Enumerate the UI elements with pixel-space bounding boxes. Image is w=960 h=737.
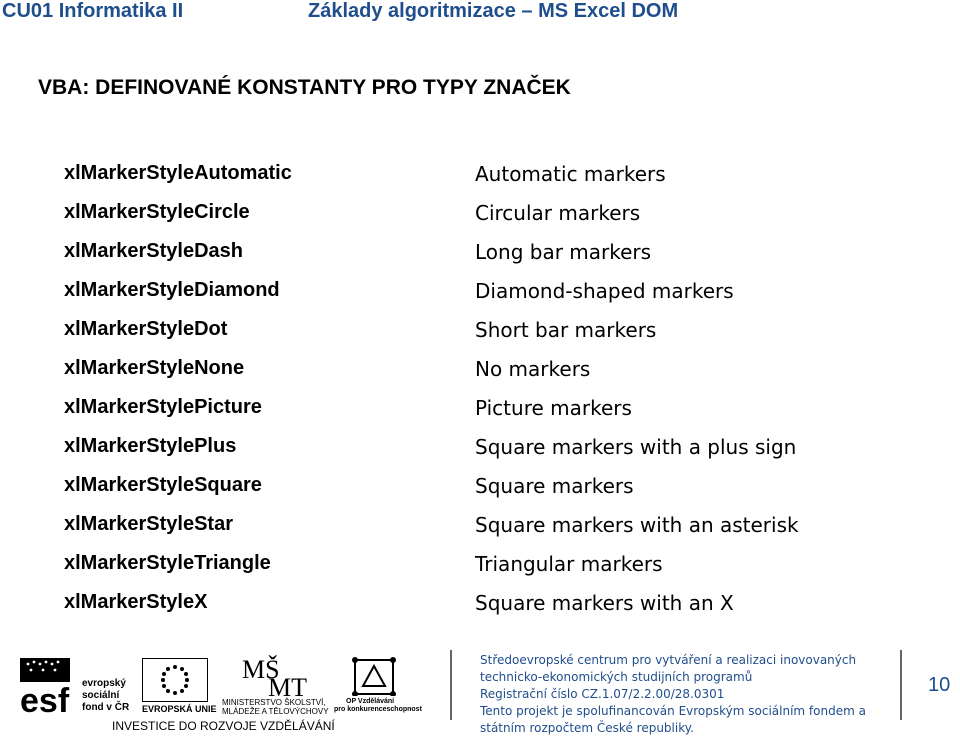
esf-logo [18, 654, 136, 716]
msmt-logo [222, 654, 334, 716]
constant-name: xlMarkerStyleCircle [64, 201, 250, 223]
project-info [480, 652, 880, 737]
list-item [0, 552, 960, 591]
constant-description: Diamond-shaped markers [475, 279, 734, 303]
svg-text:esf: esf [20, 682, 70, 716]
esf-label-line: evropský [82, 678, 126, 689]
constant-description: Square markers with an asterisk [475, 513, 799, 537]
constant-name: xlMarkerStyleSquare [64, 474, 262, 496]
msmt-label-line: MLÁDEŽE A TĚLOVÝCHOVY [222, 707, 329, 716]
list-item [0, 357, 960, 396]
constant-description: Triangular markers [475, 552, 663, 576]
eu-label: EVROPSKÁ UNIE [142, 704, 217, 714]
constant-description: Square markers with a plus sign [475, 435, 797, 459]
constant-name: xlMarkerStyleTriangle [64, 552, 271, 574]
constant-name: xlMarkerStyleDot [64, 318, 228, 340]
list-item [0, 513, 960, 552]
project-info-line: Středoevropské centrum pro vytváření a realizaci inovovaných [480, 653, 857, 667]
esf-label-line: fond v ČR [82, 702, 130, 713]
eu-logo [142, 658, 217, 714]
slide-footer [0, 640, 960, 733]
project-info-line: technicko-ekonomických studijních programů [480, 670, 753, 684]
op-label-line: OP Vzdělávání [346, 698, 395, 705]
constant-description: Long bar markers [475, 240, 652, 264]
constant-description: Short bar markers [475, 318, 657, 342]
constant-name: xlMarkerStyleStar [64, 513, 233, 535]
project-info-line: Registrační číslo CZ.1.07/2.2.00/28.0301 [480, 687, 725, 701]
footer-divider [900, 650, 902, 720]
list-item [0, 318, 960, 357]
op-label-line: pro konkurenceschopnost [334, 706, 422, 713]
msmt-logo-icon [240, 654, 320, 696]
constant-name: xlMarkerStyleAutomatic [64, 162, 292, 184]
eu-flag-icon [142, 658, 208, 702]
slide-header [0, 0, 960, 30]
msmt-label-line: MINISTERSTVO ŠKOLSTVÍ, [222, 698, 326, 707]
course-title: CU01 Informatika II [2, 0, 184, 22]
footer-divider [450, 650, 452, 720]
slide-title: VBA: DEFINOVANÉ KONSTANTY PRO TYPY ZNAČEK [38, 76, 571, 99]
svg-text:MŠ: MŠ [242, 655, 280, 684]
constant-description: Picture markers [475, 396, 632, 420]
lecture-title: Základy algoritmizace – MS Excel DOM [308, 0, 679, 22]
constant-description: Square markers [475, 474, 634, 498]
list-item [0, 162, 960, 201]
svg-text:MT: MT [268, 673, 307, 696]
constant-name: xlMarkerStylePlus [64, 435, 237, 457]
investice-label: INVESTICE DO ROZVOJE VZDĚLÁVÁNÍ [112, 719, 335, 733]
constant-name: xlMarkerStyleDash [64, 240, 243, 262]
constant-name: xlMarkerStyleX [64, 591, 208, 613]
list-item [0, 279, 960, 318]
constant-description: Circular markers [475, 201, 641, 225]
constant-name: xlMarkerStyleNone [64, 357, 245, 379]
list-item [0, 474, 960, 513]
op-logo-icon [349, 656, 399, 696]
project-info-line: Tento projekt je spolufinancován Evropským sociálním fondem a [480, 704, 866, 718]
constant-name: xlMarkerStyleDiamond [64, 279, 280, 301]
op-logo [334, 656, 422, 716]
project-info-line: státním rozpočtem České republiky. [480, 721, 694, 735]
esf-label-line: sociální [82, 690, 120, 701]
list-item [0, 201, 960, 240]
list-item [0, 435, 960, 474]
list-item [0, 591, 960, 630]
constant-description: No markers [475, 357, 591, 381]
constant-description: Square markers with an X [475, 591, 734, 615]
constant-description: Automatic markers [475, 162, 666, 186]
constant-name: xlMarkerStylePicture [64, 396, 262, 418]
list-item [0, 396, 960, 435]
list-item [0, 240, 960, 279]
page-number: 10 [928, 674, 951, 696]
